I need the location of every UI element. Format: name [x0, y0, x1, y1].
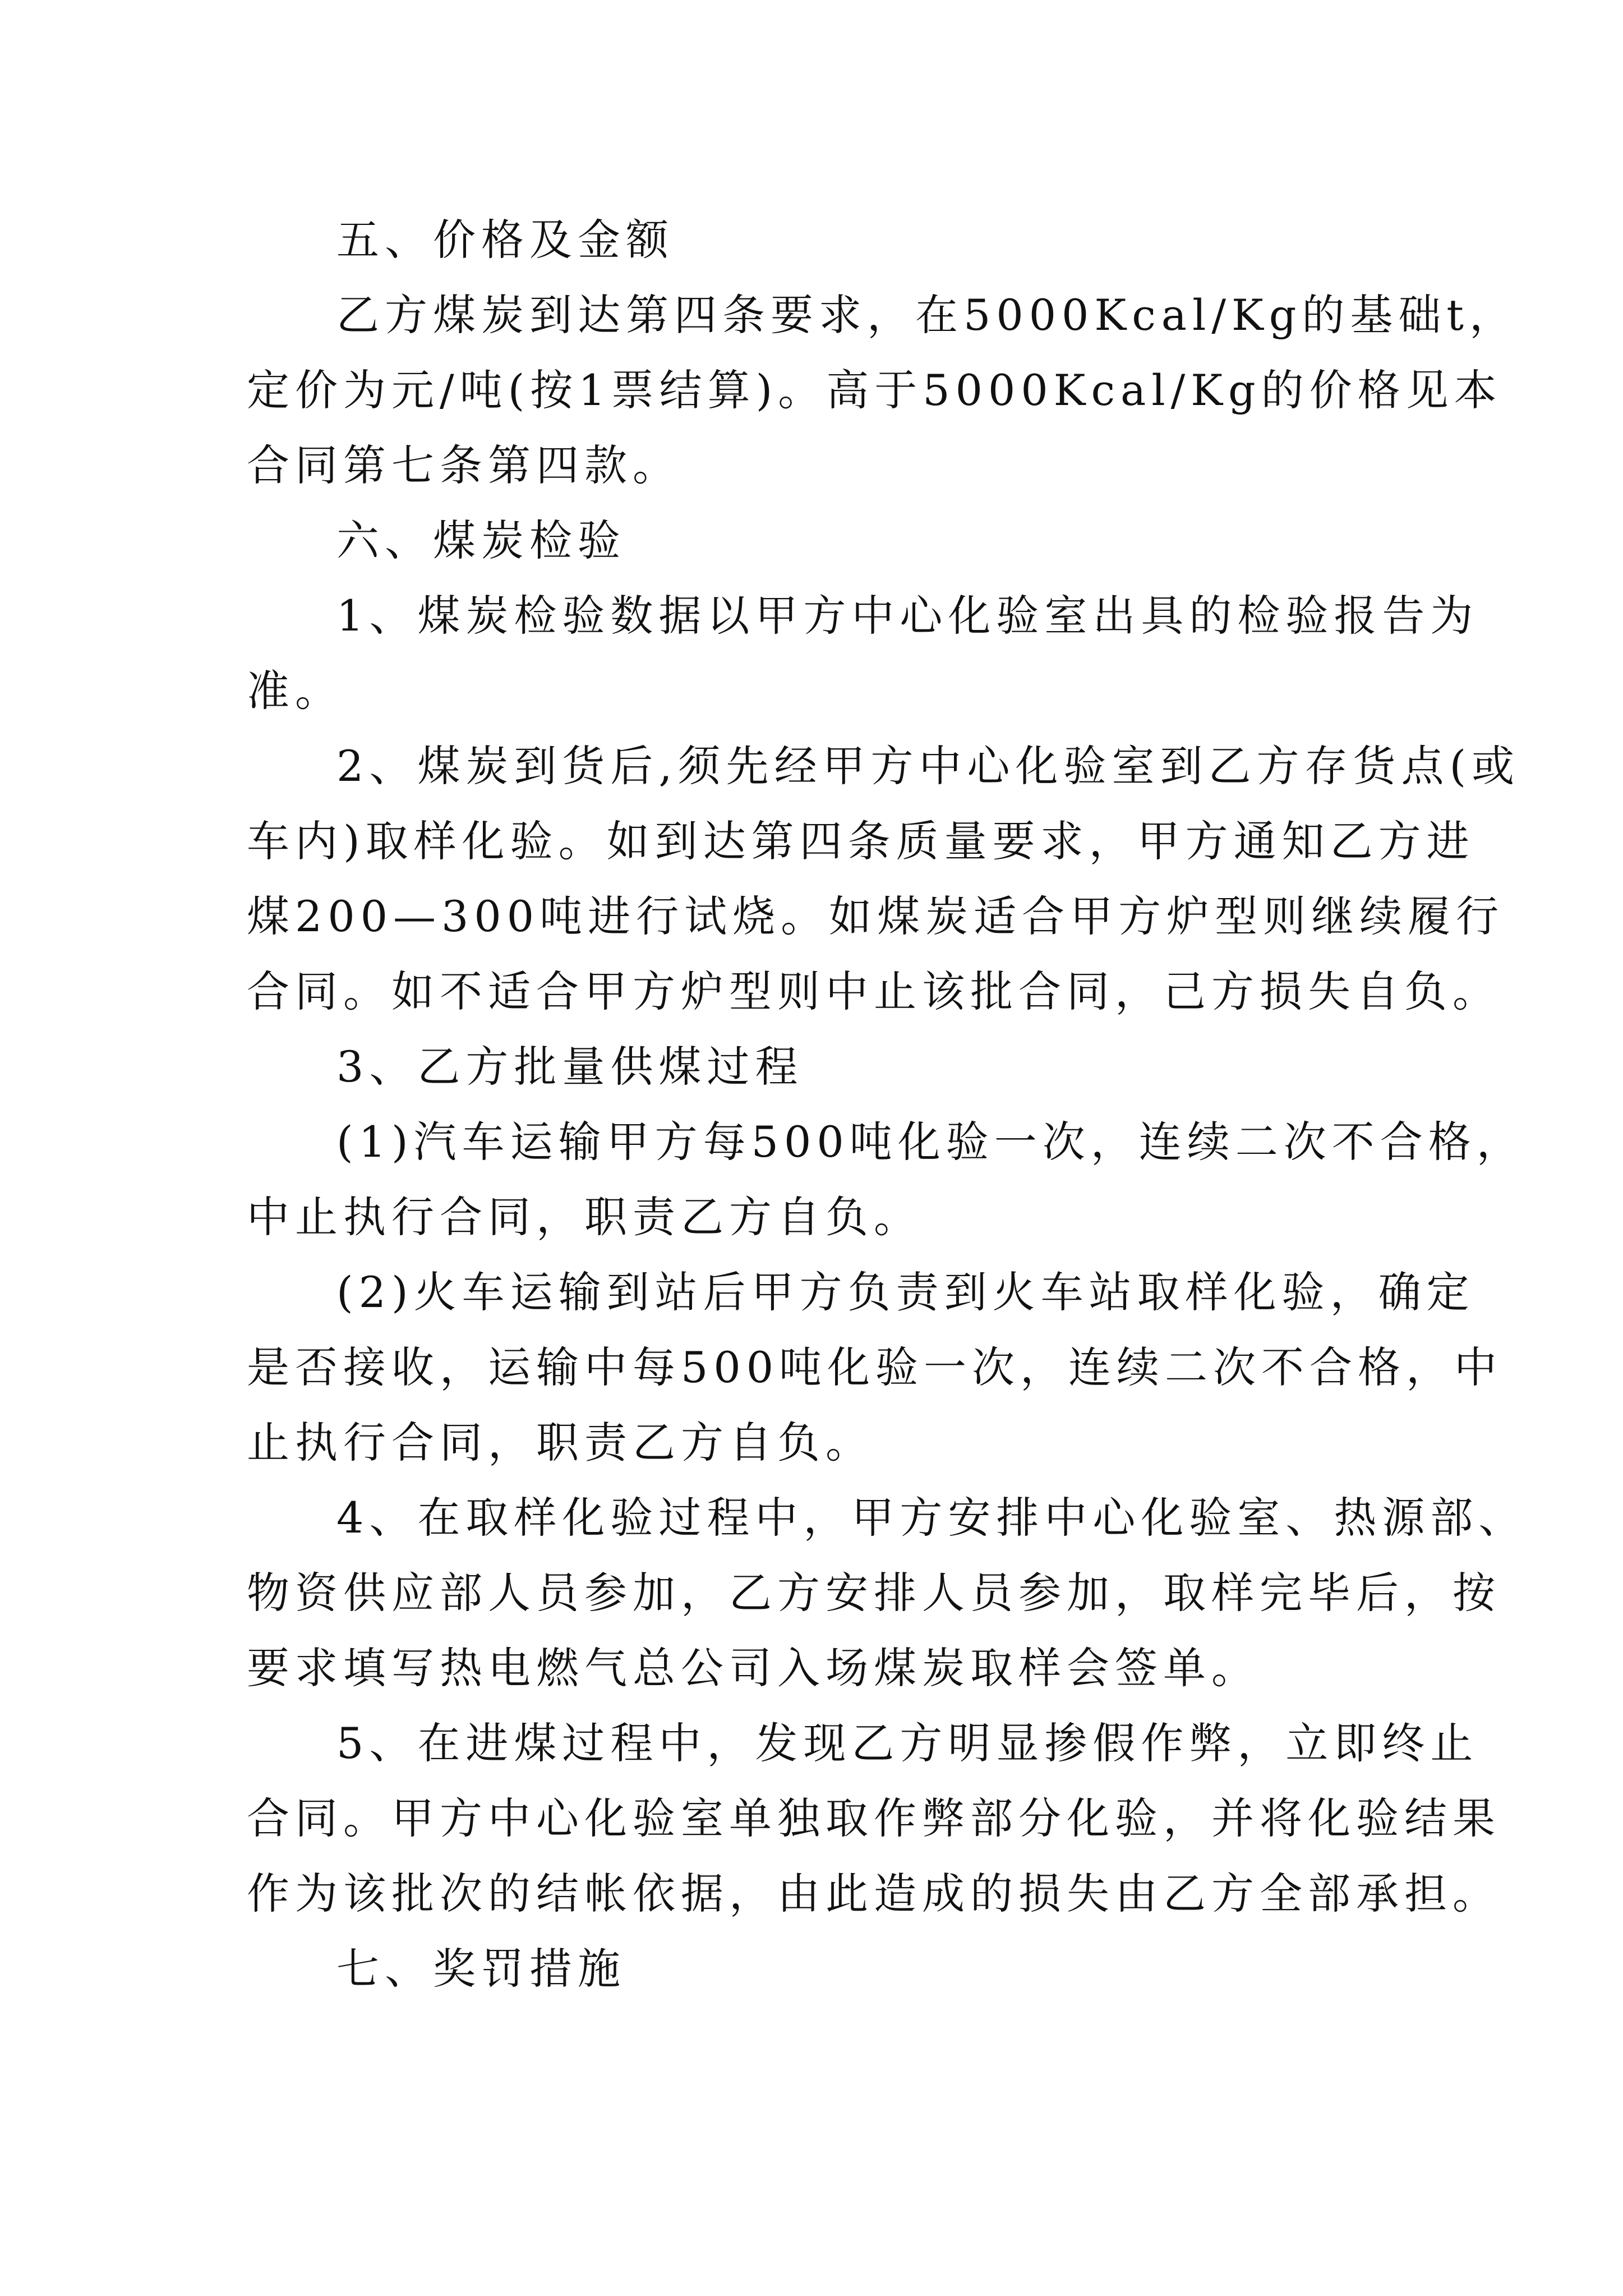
- paragraph-line: 煤200—300吨进行试烧。如煤炭适合甲方炉型则继续履行: [247, 891, 1505, 941]
- paragraph-line: 中止执行合同，职责乙方自负。: [247, 1192, 922, 1242]
- paragraph-line: (2)火车运输到站后甲方负责到火车站取样化验，确定: [336, 1267, 1475, 1317]
- paragraph-line: 物资供应部人员参加，乙方安排人员参加，取样完毕后，按: [247, 1568, 1501, 1618]
- paragraph-line: 定价为元/吨(按1票结算)。高于5000Kcal/Kg的价格见本: [247, 365, 1502, 415]
- paragraph-line: 准。: [247, 666, 343, 716]
- paragraph-line: 1、煤炭检验数据以甲方中心化验室出具的检验报告为: [336, 591, 1479, 641]
- paragraph-line: 合同。甲方中心化验室单独取作弊部分化验，并将化验结果: [247, 1793, 1501, 1843]
- paragraph-line: 合同。如不适合甲方炉型则中止该批合同，己方损失自负。: [247, 967, 1501, 1016]
- section-heading-inspection: 六、煤炭检验: [336, 516, 626, 565]
- paragraph-line: 3、乙方批量供煤过程: [336, 1042, 804, 1092]
- paragraph-line: 4、在取样化验过程中，甲方安排中心化验室、热源部、: [336, 1493, 1527, 1543]
- section-heading-price: 五、价格及金额: [336, 215, 674, 265]
- paragraph-line: 作为该批次的结帐依据，由此造成的损失由乙方全部承担。: [247, 1869, 1501, 1918]
- paragraph-line: 合同第七条第四款。: [247, 440, 681, 490]
- section-heading-rewards: 七、奖罚措施: [336, 1944, 626, 1994]
- paragraph-line: 要求填写热电燃气总公司入场煤炭取样会签单。: [247, 1643, 1260, 1693]
- paragraph-line: 是否接收，运输中每500吨化验一次，连续二次不合格，中: [247, 1342, 1503, 1392]
- paragraph-line: 车内)取样化验。如到达第四条质量要求，甲方通知乙方进: [247, 816, 1475, 866]
- paragraph-line: (1)汽车运输甲方每500吨化验一次，连续二次不合格，: [336, 1117, 1525, 1167]
- paragraph-line: 5、在进煤过程中，发现乙方明显掺假作弊，立即终止: [336, 1718, 1479, 1768]
- paragraph-line: 止执行合同，职责乙方自负。: [247, 1418, 874, 1467]
- paragraph-line: 乙方煤炭到达第四条要求，在5000Kcal/Kg的基础t，: [336, 290, 1518, 340]
- paragraph-line: 2、煤炭到货后,须先经甲方中心化验室到乙方存货点(或: [336, 741, 1520, 791]
